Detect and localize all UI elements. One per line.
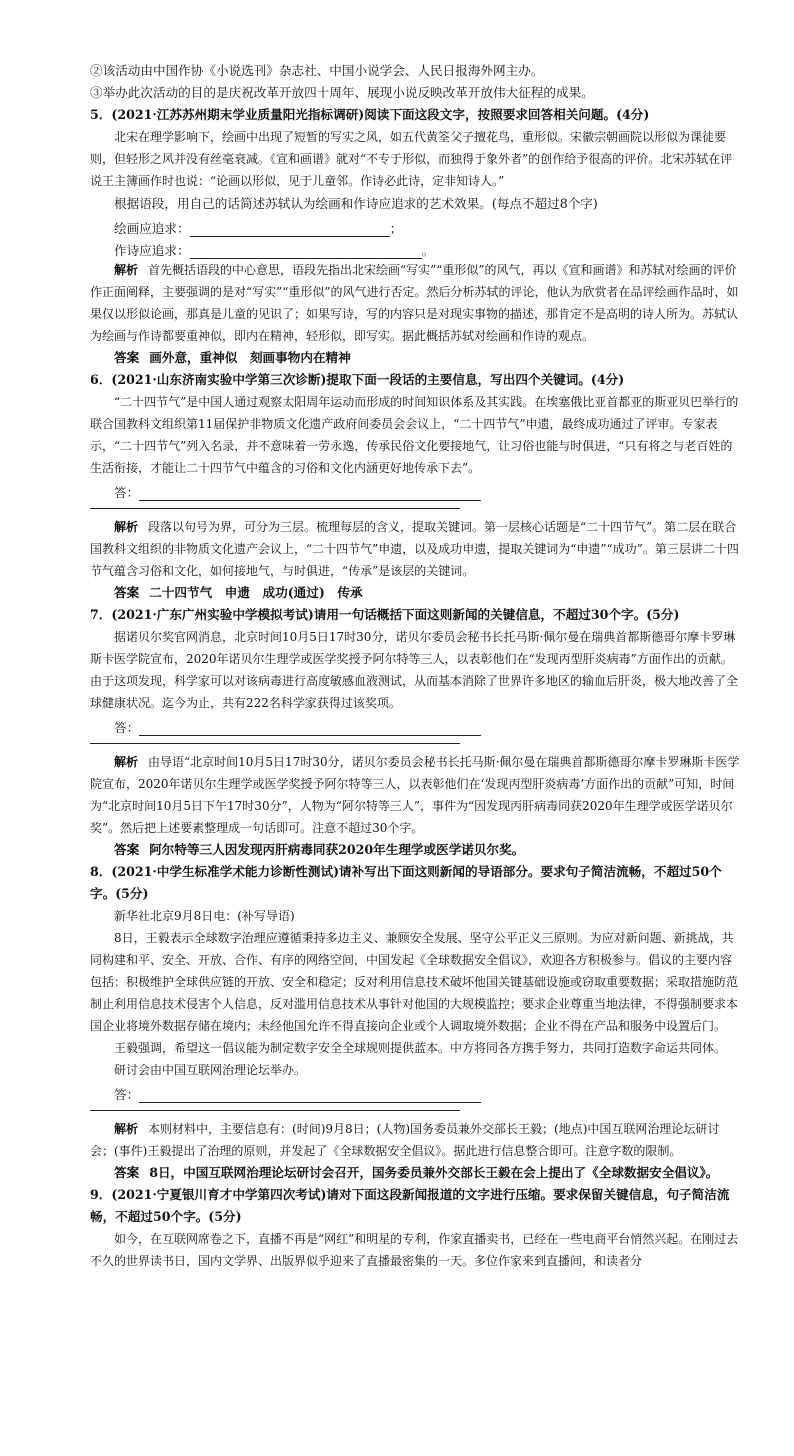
answer-label: 答案 [114,350,140,365]
period: 。 [421,243,435,258]
q6-input-line[interactable] [139,485,481,501]
question-7-answer-line: 答： [90,714,742,736]
semicolon: ； [389,221,403,236]
question-7-analysis: 解析 由导语“北京时间10月5日17时30分，诺贝尔委员会秘书长托马斯·佩尔曼在瑞典首都斯德哥尔摩卡罗琳斯卡医学院宣布，2020年诺贝尔生理学或医学奖授予阿尔特等三人，以表彰他们在‘发现丙型肝炎病毒’方面作出的贡献”可知，时间为“北京时间10月5日下午17时30分”，人物为“阿尔特等三人”，事件为“因发现丙肝病毒同获2020年生理学或医学诺贝尔奖”。然后把上述要素整理成一句话即可。注意不超过30个字。 [90,755,740,835]
question-8-title: 8．(2021·中学生标准学术能力诊断性测试)请补写出下面这则新闻的导语部分。要求句子简洁流畅，不超过50个字。(5分) [90,864,722,901]
statement-2: ②该活动由中国作协《小说选刊》杂志社、中国小说学会、人民日报海外网主办。 [90,63,544,78]
question-6-answer: 答案 二十四节气 申遗 成功(通过) 传承 [114,585,363,600]
statement-3: ③举办此次活动的目的是庆祝改革开放四十周年、展现小说反映改革开放伟大征程的成果。 [90,85,594,100]
analysis-label: 解析 [114,263,139,277]
q7-input-line-2[interactable] [90,742,460,744]
question-6-passage: “二十四节气”是中国人通过观察太阳周年运动而形成的时间知识体系及其实践。在埃塞俄比亚首都亚的斯亚贝巴举行的联合国教科文组织第11届保护非物质文化遗产政府间委员会会议上，“二十四节气”申遗，最终成功通过了评审。专家表示，“二十四节气”列入名录，并不意味着一劳永逸，传承民俗文化要接地气，让习俗也能与时俱进，“只有将之与老百姓的生活衔接，才能让二十四节气中蕴含的习俗和文化内涵更好地传承下去”。 [90,395,739,475]
question-8-dateline: 新华社北京9月8日电：(补写导语) [114,909,295,923]
question-6-answer-line [90,479,742,501]
question-8-answer: 答案 8日，中国互联网治理论坛研讨会召开，国务委员兼外交部长王毅在会上提出了《全球数据安全倡议》。 [114,1165,719,1180]
question-8-passage-3: 研讨会由中国互联网治理论坛举办。 [114,1063,307,1077]
question-7-title: 7．(2021·广东广州实验中学模拟考试)请用一句话概括下面这则新闻的关键信息，不超过30个字。(5分) [90,607,680,622]
painting-label: 绘画应追求： [114,221,190,236]
question-7-answer: 答案 阿尔特等三人因发现丙肝病毒同获2020年生理学或医学诺贝尔奖。 [114,842,525,857]
answer-prompt: 答： [114,485,140,500]
question-6-title: 6．(2021·山东济南实验中学第三次诊断)提取下面一段话的主要信息，写出四个关键词。(4分) [90,372,625,387]
question-5-passage: 北宋在理学影响下，绘画中出现了短暂的写实之风，如五代黄筌父子擅花鸟，重形似。宋徽宗朝画院以形似为课徒要则，但轻形之风并没有丝毫衰减。《宣和画谱》就对“不专于形似，而独得于象外者”的创作给予很高的评价。北宋苏轼在评说王主簿画作时也说：“论画以形似，见于儿童邻。作诗必此诗，定非知诗人。” [90,130,733,188]
question-5-analysis: 解析 首先概括语段的中心意思，语段先指出北宋绘画“写实”“重形似”的风气，再以《宣和画谱》和苏轼对绘画的评价作正面阐释，主要强调的是对“写实”“重形似”的风气进行否定。然后分析苏轼的评论，他认为欣赏者在品评绘画作品时，如果仅以形似论画，那真是儿童的见识了；如果写诗，写的内容只是对现实事物的描述，那肯定不是高明的诗人所为。苏轼认为绘画与作诗都要重神似，即内在精神，轻形似，即写实。据此概括苏轼对绘画和作诗的观点。 [90,263,739,343]
question-5-title: 5．(2021·江苏苏州期末学业质量阳光指标调研)阅读下面这段文字，按照要求回答相关问题。(4分) [90,107,650,122]
question-8-analysis: 解析 本则材料中，主要信息有：(时间)9月8日；(人物)国务委员兼外交部长王毅；(地点)中国互联网治理论坛研讨会；(事件)王毅提出了治理的原则，并发起了《全球数据安全倡议》。据此进行信息整合即可。注意字数的限制。 [90,1122,720,1158]
question-8-passage-2: 王毅强调，希望这一倡议能为制定数字安全全球规则提供蓝本。中方将同各方携手努力，共同打造数字命运共同体。 [114,1041,727,1055]
question-8-passage-1: 8日，王毅表示全球数字治理应遵循秉持多边主义、兼顾安全发展、坚守公平正义三原则。为应对新问题、新挑战，共同构建和平、安全、开放、合作、有序的网络空间，中国发起《全球数据安全倡议》，欢迎各方积极参与。倡议的主要内容包括：积极维护全球供应链的开放、安全和稳定；反对利用信息技术破坏他国关键基础设施或窃取重要数据；采取措施防范制止利用信息技术侵害个人信息，反对滥用信息技术从事针对他国的大规模监控；要求企业尊重当地法律，不得强制要求本国企业将境外数据存储在境内；未经他国允许不得直接向企业或个人调取境外数据；企业不得在产品和服务中设置后门。 [90,931,739,1033]
question-5-answer: 答案 画外意，重神似 刻画事物内在精神 [114,350,351,365]
poetry-input-line[interactable] [190,243,422,259]
question-9-passage: 如今，在互联网席卷之下，直播不再是“网红”和明星的专利，作家直播卖书，已经在一些电商平台悄然兴起。在刚过去不久的世界读书日，国内文学界、出版界似乎迎来了直播最密集的一天。多位作家来到直播间，和读者分 [90,1232,739,1268]
question-6-analysis: 解析 段落以句号为界，可分为三层。梳理每层的含义，提取关键词。第一层核心话题是“二十四节气”。第二层在联合国教科文组织的非物质文化遗产会议上，“二十四节气”申遗，以及成功申遗，提取关键词为“申遗”“成功”。第三层讲二十四节气蕴含习俗和文化，如何接地气，与时俱进，“传承”是该层的关键词。 [90,520,739,578]
painting-answer-line [90,215,742,237]
q7-input-line[interactable] [139,720,481,736]
q8-input-line-2[interactable] [90,1109,460,1111]
question-8-answer-line: 答： [90,1081,742,1103]
question-7-passage: 据诺贝尔奖官网消息，北京时间10月5日17时30分，诺贝尔委员会秘书长托马斯·佩尔曼在瑞典首都斯德哥尔摩卡罗琳斯卡医学院宣布，2020年诺贝尔生理学或医学奖授予阿尔特等三人，以表彰他们在“发现丙型肝炎病毒”方面作出的贡献。由于这项发现，科学家可以对该病毒进行高度敏感血液测试，从而基本消除了世界许多地区的输血后肝炎，极大地改善了全球健康状况。迄今为止，共有222名科学家获得过该奖项。 [90,630,739,710]
question-5-prompt: 根据语段，用自己的话简述苏轼认为绘画和作诗应追求的艺术效果。(每点不超过8个字) [114,196,598,211]
poetry-label: 作诗应追求： [114,243,190,258]
painting-input-line[interactable] [190,221,390,237]
question-9-title: 9．(2021·宁夏银川育才中学第四次考试)请对下面这段新闻报道的文字进行压缩。要求保留关键信息，句子简洁流畅，不超过50个字。(5分) [90,1187,730,1224]
poetry-answer-line [90,237,742,259]
q6-input-line-2[interactable] [90,507,460,509]
q8-input-line[interactable] [139,1087,481,1103]
